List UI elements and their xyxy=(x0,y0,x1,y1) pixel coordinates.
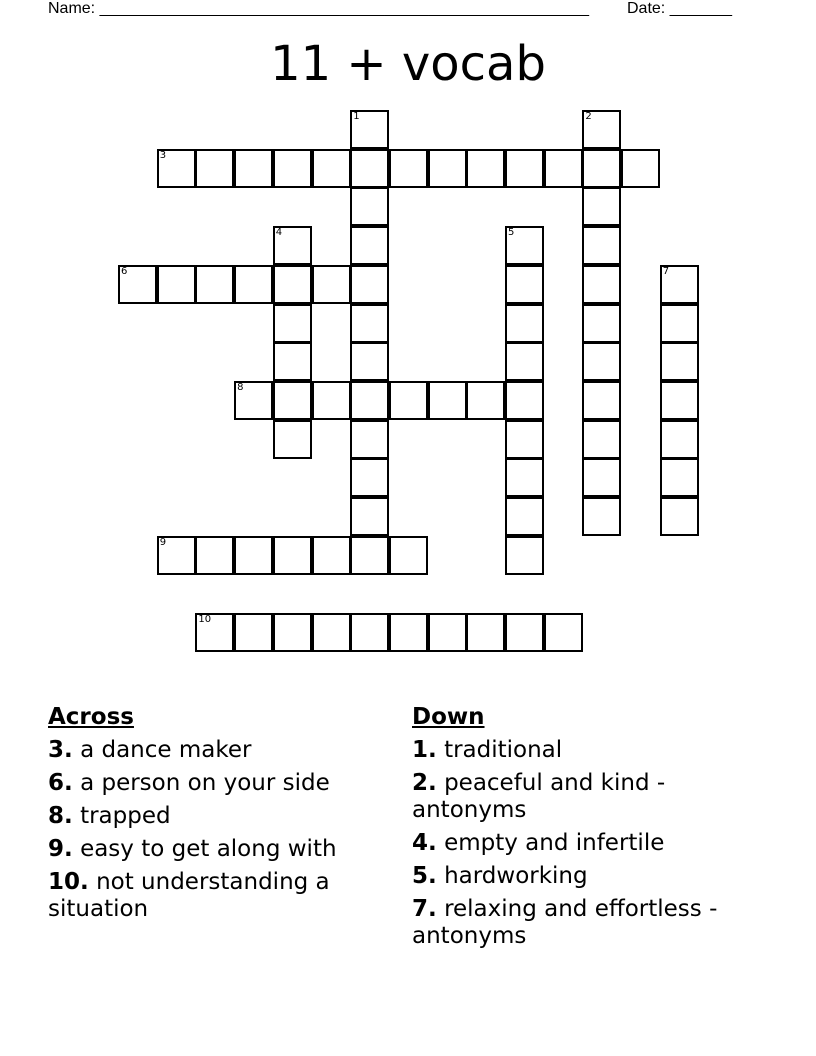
clue-text: relaxing and effortless - antonyms xyxy=(412,896,718,949)
clue-text: a dance maker xyxy=(80,737,252,763)
clue-text: trapped xyxy=(80,803,171,829)
crossword-cell[interactable] xyxy=(350,187,389,226)
crossword-cell[interactable] xyxy=(660,342,699,381)
down-clue xyxy=(412,830,752,857)
down-clues xyxy=(412,704,752,956)
crossword-cell[interactable] xyxy=(350,613,389,652)
clue-number: 7. xyxy=(412,896,437,922)
down-heading: Down xyxy=(412,704,485,730)
crossword-cell[interactable] xyxy=(157,536,196,575)
crossword-cell[interactable] xyxy=(505,420,544,459)
crossword-cell[interactable] xyxy=(350,226,389,265)
crossword-cell[interactable] xyxy=(273,381,312,420)
cell-number: 2 xyxy=(585,111,592,122)
cell-number: 4 xyxy=(275,227,283,239)
crossword-cell[interactable] xyxy=(273,265,312,304)
crossword-cell[interactable] xyxy=(466,149,505,188)
clue-number: 10. xyxy=(48,869,89,895)
crossword-cell[interactable] xyxy=(660,497,699,536)
cell-number: 3 xyxy=(159,149,167,161)
cell-number: 8 xyxy=(237,381,244,393)
crossword-cell[interactable] xyxy=(428,613,467,652)
crossword-cell[interactable] xyxy=(660,304,699,343)
crossword-cell[interactable] xyxy=(660,265,699,304)
crossword-cell[interactable] xyxy=(582,458,621,497)
crossword-cell[interactable] xyxy=(582,497,621,536)
crossword-cell[interactable] xyxy=(312,265,351,304)
clue-text: a person on your side xyxy=(80,770,330,796)
crossword-cell[interactable] xyxy=(195,149,234,188)
crossword-cell[interactable] xyxy=(157,149,196,188)
crossword-cell[interactable] xyxy=(505,226,544,265)
crossword-cell[interactable] xyxy=(544,149,583,188)
crossword-cell[interactable] xyxy=(505,265,544,304)
crossword-cell[interactable] xyxy=(312,613,351,652)
crossword-cell[interactable] xyxy=(234,536,273,575)
across-clue xyxy=(48,836,378,863)
crossword-cell[interactable] xyxy=(505,304,544,343)
down-clue xyxy=(412,737,752,764)
crossword-cell[interactable] xyxy=(466,381,505,420)
name-field-line: Name: _______________________________________________________ xyxy=(48,0,589,17)
clue-text: easy to get along with xyxy=(80,836,337,862)
crossword-cell[interactable] xyxy=(234,381,273,420)
clue-number: 5. xyxy=(412,863,437,889)
page-title: 11 + vocab xyxy=(270,36,546,92)
crossword-cell[interactable] xyxy=(466,613,505,652)
crossword-cell[interactable] xyxy=(350,420,389,459)
crossword-cell[interactable] xyxy=(582,304,621,343)
down-clue xyxy=(412,770,752,824)
crossword-cell[interactable] xyxy=(157,265,196,304)
crossword-cell[interactable] xyxy=(505,342,544,381)
crossword-cell[interactable] xyxy=(312,536,351,575)
crossword-cell[interactable] xyxy=(505,381,544,420)
crossword-cell[interactable] xyxy=(273,304,312,343)
crossword-cell[interactable] xyxy=(350,149,389,188)
crossword-cell[interactable] xyxy=(582,381,621,420)
crossword-cell[interactable] xyxy=(195,536,234,575)
clue-number: 6. xyxy=(48,770,73,796)
crossword-cell[interactable] xyxy=(273,536,312,575)
crossword-cell[interactable] xyxy=(195,613,234,652)
clue-text: peaceful and kind - antonyms xyxy=(412,770,666,823)
crossword-cell[interactable] xyxy=(389,536,428,575)
crossword-cell[interactable] xyxy=(389,613,428,652)
crossword-cell[interactable] xyxy=(660,458,699,497)
cell-number: 9 xyxy=(159,536,167,548)
across-clues xyxy=(48,704,378,929)
crossword-cell[interactable] xyxy=(118,265,157,304)
crossword-cell[interactable] xyxy=(389,381,428,420)
crossword-cell[interactable] xyxy=(350,458,389,497)
crossword-cell[interactable] xyxy=(273,149,312,188)
crossword-cell[interactable] xyxy=(350,110,389,149)
clue-number: 2. xyxy=(412,770,437,796)
crossword-cell[interactable] xyxy=(505,613,544,652)
crossword-cell[interactable] xyxy=(312,381,351,420)
crossword-cell[interactable] xyxy=(660,420,699,459)
crossword-cell[interactable] xyxy=(350,304,389,343)
crossword-cell[interactable] xyxy=(350,265,389,304)
crossword-cell[interactable] xyxy=(582,342,621,381)
crossword-cell[interactable] xyxy=(582,187,621,226)
crossword-cell[interactable] xyxy=(505,497,544,536)
crossword-cell[interactable] xyxy=(234,613,273,652)
crossword-cell[interactable] xyxy=(582,265,621,304)
crossword-cell[interactable] xyxy=(195,265,234,304)
clue-number: 1. xyxy=(412,737,437,763)
down-clue xyxy=(412,863,752,890)
crossword-cell[interactable] xyxy=(350,497,389,536)
crossword-cell[interactable] xyxy=(582,420,621,459)
crossword-cell[interactable] xyxy=(582,149,621,188)
across-clue xyxy=(48,803,378,830)
crossword-cell[interactable] xyxy=(234,265,273,304)
date-field-line: Date: _______ xyxy=(627,0,732,17)
crossword-cell[interactable] xyxy=(273,342,312,381)
cell-number: 6 xyxy=(121,265,128,277)
crossword-cell[interactable] xyxy=(428,149,467,188)
crossword-cell[interactable] xyxy=(234,149,273,188)
clue-number: 3. xyxy=(48,737,73,763)
cell-number: 7 xyxy=(662,265,670,277)
across-clue xyxy=(48,737,378,764)
crossword-cell[interactable] xyxy=(389,149,428,188)
crossword-cell[interactable] xyxy=(660,381,699,420)
across-clue xyxy=(48,770,378,797)
crossword-cell[interactable] xyxy=(505,458,544,497)
crossword-cell[interactable] xyxy=(621,149,660,188)
crossword-cell[interactable] xyxy=(350,381,389,420)
crossword-cell[interactable] xyxy=(505,536,544,575)
clue-text: traditional xyxy=(444,737,563,763)
clue-text: not understanding a situation xyxy=(48,869,330,922)
crossword-cell[interactable] xyxy=(582,110,621,149)
crossword-cell[interactable] xyxy=(544,613,583,652)
crossword-cell[interactable] xyxy=(273,420,312,459)
crossword-cell[interactable] xyxy=(312,149,351,188)
crossword-cell[interactable] xyxy=(273,613,312,652)
down-clue xyxy=(412,896,752,950)
clue-number: 8. xyxy=(48,803,73,829)
clue-text: hardworking xyxy=(444,863,588,889)
across-clue xyxy=(48,869,378,923)
crossword-cell[interactable] xyxy=(428,381,467,420)
crossword-cell[interactable] xyxy=(350,536,389,575)
crossword-cell[interactable] xyxy=(350,342,389,381)
clue-text: empty and infertile xyxy=(444,830,665,856)
cell-number: 5 xyxy=(508,227,515,239)
crossword-cell[interactable] xyxy=(582,226,621,265)
across-heading: Across xyxy=(48,704,134,730)
clue-number: 4. xyxy=(412,830,437,856)
crossword-cell[interactable] xyxy=(505,149,544,188)
crossword-cell[interactable] xyxy=(273,226,312,265)
cell-number: 10 xyxy=(198,614,212,626)
clue-number: 9. xyxy=(48,836,73,862)
cell-number: 1 xyxy=(353,111,360,122)
